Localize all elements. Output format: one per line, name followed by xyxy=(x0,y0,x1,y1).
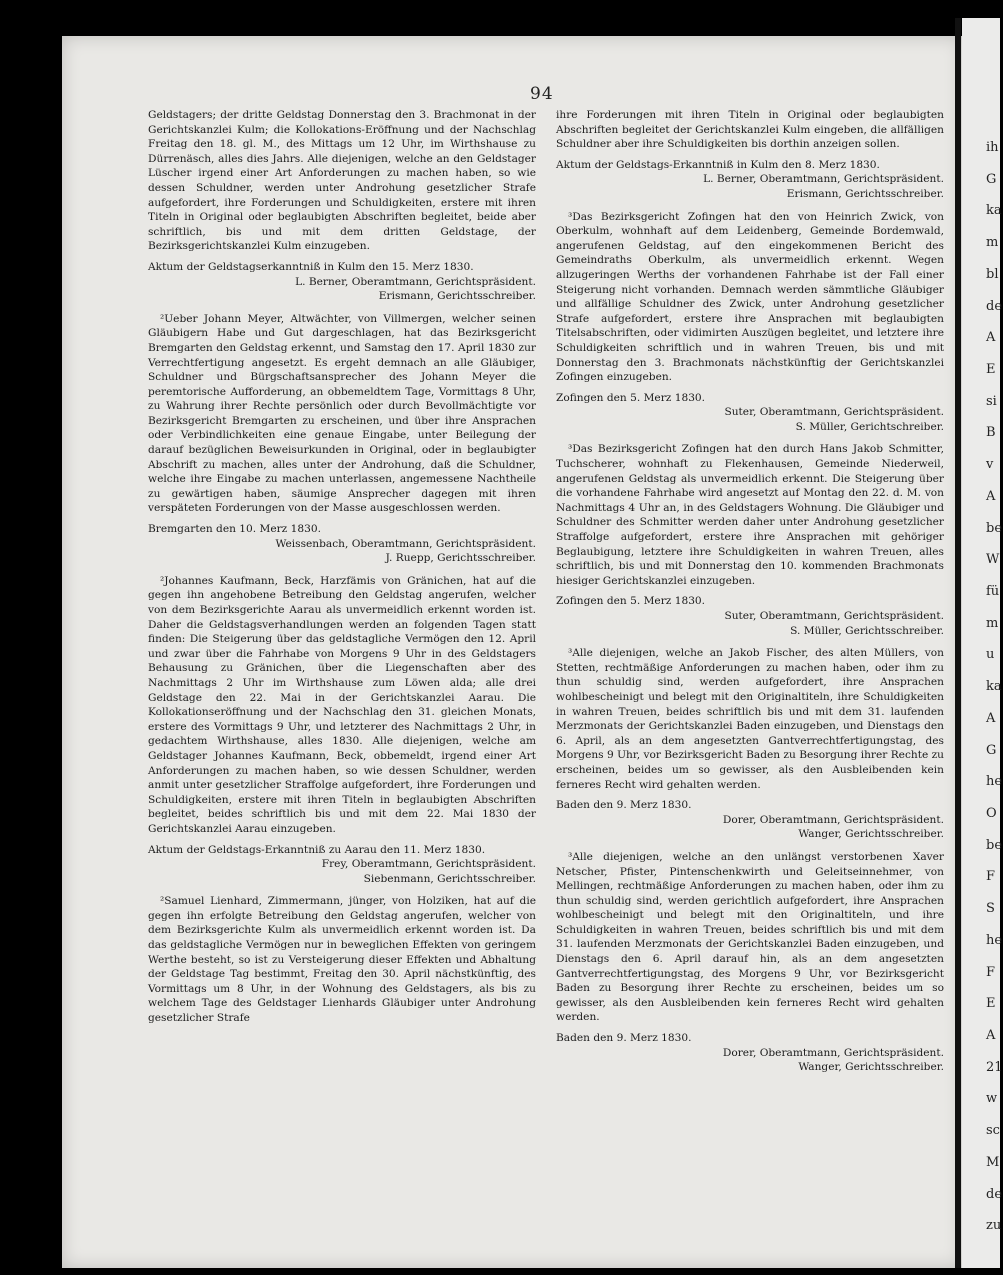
edge-fragment: G xyxy=(986,172,997,187)
notice-paragraph: ³Das Bezirksgericht Zofingen hat den durch Hans Jakob Schmitter, Tuchscherer, wohnhaft zu Flekenhausen, Gemeinde Niederweil, angerufenen Geldstag als unvermeidlich erkennt. Die Steigerung über die vorhandene Fahrhabe wird angesetzt auf Montag den 22. d. M. von Nachmittags 4 Uhr an, in des Geldstagers Wohnung. Die Gläubiger und Schuldner des Schmitter werden daher unter Androhung gesetzlicher Straffolge aufgefordert, erstere ihre Ansprachen mit gehöriger Beglaubigung, letztere ihre Schuldigkeiten in wahren Treuen, alles schriftlich, bis und mit Donnerstag den 10. kommenden Brachmonats hiesiger Gerichtskanzlei einzugeben. xyxy=(556,443,944,587)
date-line: Aktum der Geldstagserkanntniß in Kulm den 15. Merz 1830. xyxy=(148,260,474,273)
edge-fragment: A xyxy=(986,711,996,726)
signature-line: Dorer, Oberamtmann, Gerichtspräsident. xyxy=(722,1046,944,1059)
notice-paragraph: ²Ueber Johann Meyer, Altwächter, von Villmergen, welcher seinen Gläubigern Habe und Gut dargeschlagen, hat das Bezirksgericht Bremgarten den Geldstag erkennt, und Samstag den 17. April 1830 zur Verrechtfertigung angesetzt. Es ergeht demnach an alle Gläubiger, Schuldner und Bürgschaftsansprecher des Johann Meyer die peremtorische Aufforderung, an obbemeldtem Tage, Vormittags 8 Uhr, zu Wahrung ihrer Rechte persönlich oder durch Bevollmächtigte vor Bezirksgericht Bremgarten zu erscheinen, und über ihre Ansprachen oder Verbindlichkeiten eine genaue Eingabe, unter Beilegung der darauf bezüglichen Beweisurkunden in Original, oder in beglaubigter Abschrift zu machen, alles unter der Androhung, daß die Schuldner, welche ihre Eingabe zu machen unterlassen, angemessene Nachtheile zu gewärtigen haben, säumige Ansprecher dagegen mit ihren verspäteten Forderungen von der Masse ausgeschlossen werden. xyxy=(148,312,536,515)
edge-fragment: fü xyxy=(986,584,1000,599)
signature-line: J. Ruepp, Gerichtsschreiber. xyxy=(385,552,536,565)
edge-fragment: W xyxy=(986,552,1000,567)
section-gap xyxy=(148,566,536,574)
notice-paragraph: ³Das Bezirksgericht Zofingen hat den von Heinrich Zwick, von Oberkulm, wohnhaft auf dem Leidenberg, Gemeinde Bordemwald, angerufenen Geldstag, auf den eingekommenen Bericht des Gemeindraths Oberkulm, als unvermeidlich erkennt. Wegen allzugeringen Werths der vorhandenen Fahrhabe ist der Fall einer Steigerung nicht vorhanden. Demnach werden sämmtliche Gläubiger und allfällige Schuldner des Zwick, unter Androhung gesetzlicher Strafe aufgefordert, erstere ihre Ansprachen mit beglaubigten Titelsabschriften, oder vidimirten Auszügen begleitet, und letztere ihre Schuldigkeiten schriftlich und in wahren Treuen, bis und mit Donnerstag den 3. Brachmonats nächstkünftig der Gerichtskanzlei Zofingen einzugeben. xyxy=(556,210,944,384)
edge-fragment: O xyxy=(986,806,997,821)
signature-line: Siebenmann, Gerichtsschreiber. xyxy=(363,872,536,885)
section-gap xyxy=(556,842,944,850)
edge-fragment: A xyxy=(986,1028,996,1043)
signature-line: S. Müller, Gerichtschreiber. xyxy=(795,420,944,433)
section-gap xyxy=(556,434,944,442)
edge-fragment: F xyxy=(986,965,996,980)
notice-paragraph: ²Johannes Kaufmann, Beck, Harzfämis von Gränichen, hat auf die gegen ihn angehobene Betreibung den Geldstag angerufen, welcher von dem Bezirksgerichte Aarau als unvermeidlich erkennt worden ist. Daher die Geldstagsverhandlungen werden an folgenden Tagen statt finden: Die Steigerung über das geldstagliche Vermögen den 12. April und zwar über die Fahrhabe von Morgens 9 Uhr in des Geldstagers Behausung zu Gränichen, über die Liegenschaften aber des Nachmittags 2 Uhr im Wirthshause zum Löwen alda; alle drei Geldstage den 22. Mai in der Gerichtskanzlei Aarau. Die Kollokationseröffnung und der Nachschlag den 31. gleichen Monats, erstere des Vormittags 9 Uhr, und letzterer des Nachmittags 2 Uhr, in gedachtem Wirthshause, alles 1830. Alle diejenigen, welche am Geldstager Johannes Kaufmann, Beck, obbemeldt, irgend einer Art Anforderungen zu machen haben, so wie dessen Schuldner, werden anmit unter gesetzlicher Straffolge aufgefordert, ihre Forderungen und Schuldigkeiten, erstere mit ihren Titeln in beglaubigten Abschriften begleitet, beides schriftlich bis und mit dem 22. Mai 1830 der Gerichtskanzlei Aarau einzugeben. xyxy=(148,574,536,835)
edge-fragment: de xyxy=(986,1187,1003,1202)
edge-fragment: v xyxy=(986,457,994,472)
edge-fragment: m xyxy=(986,235,999,250)
signature-line: Weissenbach, Oberamtmann, Gerichtspräsident. xyxy=(275,537,536,550)
date-line: Aktum der Geldstags-Erkanntniß in Kulm den 8. Merz 1830. xyxy=(556,158,880,171)
signature-line: Dorer, Oberamtmann, Gerichtspräsident. xyxy=(722,813,944,826)
signature-line: L. Berner, Oberamtmann, Gerichtspräsident. xyxy=(295,275,536,288)
section-gap xyxy=(556,202,944,210)
edge-fragment: A xyxy=(986,489,996,504)
signature-line: S. Müller, Gerichtsschreiber. xyxy=(790,624,944,637)
edge-fragment: he xyxy=(986,933,1003,948)
signature-line: Wanger, Gerichtsschreiber. xyxy=(798,1061,944,1074)
section-gap xyxy=(148,304,536,312)
notice-paragraph: Geldstagers; der dritte Geldstag Donnerstag den 3. Brachmonat in der Gerichtskanzlei Kulm; die Kollokations-Eröffnung und der Nachschlag Freitag den 18. gl. M., des Mittags um 12 Uhr, im Wirthshause zu Dürrenäsch, alles dies Jahrs. Alle diejenigen, welche an den Geldstager Lüscher irgend einer Art Anforderungen zu machen haben, so wie dessen Schuldner, werden unter Androhung gesetzlicher Strafe aufgefordert, ihre Forderungen und Schuldigkeiten, erstere mit ihren Titeln in Original oder beglaubigten Abschriften begleitet, beide aber schriftlich, bis und mit dem dritten Geldstage, der Bezirksgerichtskanzlei Kulm einzugeben. xyxy=(148,109,536,253)
edge-fragment: u xyxy=(986,647,995,662)
edge-fragment: w xyxy=(986,1091,998,1106)
edge-fragment: B xyxy=(986,425,996,440)
edge-fragment: E xyxy=(986,996,996,1011)
edge-fragment: be xyxy=(986,521,1003,536)
page-number: 94 xyxy=(530,84,554,104)
date-line: Baden den 9. Merz 1830. xyxy=(556,799,692,812)
date-line: Zofingen den 5. Merz 1830. xyxy=(556,595,706,608)
date-line: Zofingen den 5. Merz 1830. xyxy=(556,391,706,404)
signature-line: Wanger, Gerichtsschreiber. xyxy=(798,828,944,841)
edge-fragment: zu xyxy=(986,1218,1002,1233)
signature-line: Erismann, Gerichtsschreiber. xyxy=(378,290,536,303)
notice-paragraph: ³Alle diejenigen, welche an den unlängst verstorbenen Xaver Netscher, Pfister, Pintenschenkwirth und Geleitseinnehmer, von Mellingen, rechtmäßige Anforderungen zu machen haben, oder ihm zu thun schuldig sind, werden gerichtlich aufgefordert, ihre Ansprachen wohlbescheinigt und belegt mit den Originaltiteln, und ihre Schuldigkeiten in wahren Treuen, beides schriftlich bis und mit dem 31. laufenden Merzmonats der Gerichtskanzlei Baden einzugeben, und Dienstags den 6. April darauf hin, als an dem angesetzten Gantverrechtfertigungstag, des Morgens 9 Uhr, vor Bezirksgericht Baden zu Besorgung ihrer Rechte zu erscheinen, beides um so gewisser, als den Ausbleibenden kein ferneres Recht wird gehalten werden. xyxy=(556,850,944,1024)
edge-fragment: si xyxy=(986,394,997,409)
notice-paragraph: ²Samuel Lienhard, Zimmermann, jünger, von Holziken, hat auf die gegen ihn erfolgte Betreibung den Geldstag angerufen, welcher von dem Bezirksgerichte Kulm als unvermeidlich erkennt worden ist. Da das geldstagliche Vermögen nur in beweglichen Effekten von geringem Werthe besteht, so ist zu Versteigerung dieser Effekten und Abhaltung der Geldstage Tag bestimmt, Freitag den 30. April nächstkünftig, des Vormittags um 8 Uhr, in der Wohnung des Geldstagers, als bis zu welchem Tage des Geldstager Lienhards Gläubiger unter Androhung gesetzlicher Strafe xyxy=(148,895,536,1025)
notice-paragraph: ³Alle diejenigen, welche an Jakob Fischer, des alten Müllers, von Stetten, rechtmäßige Anforderungen zu machen haben, oder ihm zu thun schuldig sind, werden aufgefordert, ihre Ansprachen wohlbescheinigt und belegt mit den Originaltiteln, ihre Schuldigkeiten in wahren Treuen, beides schriftlich bis und mit dem 31. laufenden Merzmonats der Gerichtskanzlei Baden einzugeben, und Dienstags den 6. April, als an dem angesetzten Gantverrechtfertigungstag, des Morgens 9 Uhr, vor Bezirksgericht Baden zu Besorgung ihrer Rechte zu erscheinen, beides um so gewisser, als den Ausbleibenden kein ferneres Recht wird gehalten werden. xyxy=(556,647,944,791)
right-column xyxy=(556,108,944,1075)
section-gap xyxy=(556,638,944,646)
edge-fragment: F xyxy=(986,869,996,884)
edge-fragment: ih xyxy=(986,140,999,155)
edge-fragment: ka xyxy=(986,679,1002,694)
notice-paragraph: ihre Forderungen mit ihren Titeln in Original oder beglaubigten Abschriften begleitet der Gerichtskanzlei Kulm eingeben, die allfälligen Schuldner aber ihre Schuldigkeiten bis dorthin anzeigen sollen. xyxy=(556,109,944,151)
edge-fragment: m xyxy=(986,616,999,631)
edge-fragment: E xyxy=(986,362,996,377)
edge-fragment: ka xyxy=(986,203,1002,218)
left-column xyxy=(148,108,536,1032)
section-gap xyxy=(148,886,536,894)
edge-fragment: A xyxy=(986,330,996,345)
edge-fragment: 21 xyxy=(986,1060,1003,1075)
signature-line: Erismann, Gerichtsschreiber. xyxy=(786,187,944,200)
date-line: Baden den 9. Merz 1830. xyxy=(556,1032,692,1045)
signature-line: L. Berner, Oberamtmann, Gerichtspräsident. xyxy=(703,173,944,186)
edge-fragment: S xyxy=(986,901,995,916)
edge-fragment: M xyxy=(986,1155,1000,1170)
edge-fragment: he xyxy=(986,774,1003,789)
edge-fragment: sc xyxy=(986,1123,1000,1138)
date-line: Bremgarten den 10. Merz 1830. xyxy=(148,523,321,536)
signature-line: Suter, Oberamtmann, Gerichtspräsident. xyxy=(724,610,944,622)
edge-fragment: de xyxy=(986,299,1003,314)
page-gutter xyxy=(955,18,961,1268)
edge-fragment: G xyxy=(986,743,997,758)
edge-fragment: bl xyxy=(986,267,999,282)
edge-fragment: be xyxy=(986,838,1003,853)
signature-line: Frey, Oberamtmann, Gerichtspräsident. xyxy=(321,858,536,871)
date-line: Aktum der Geldstags-Erkanntniß zu Aarau den 11. Merz 1830. xyxy=(148,843,486,856)
signature-line: Suter, Oberamtmann, Gerichtspräsident. xyxy=(724,406,944,419)
